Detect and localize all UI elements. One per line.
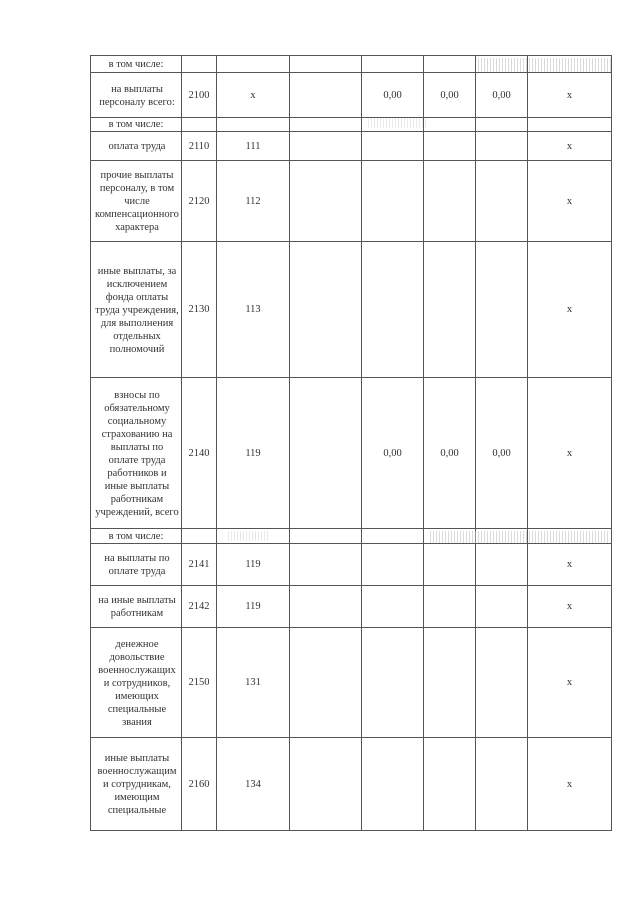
cell-value (362, 586, 424, 628)
cell-code: 2142 (182, 586, 217, 628)
cell-name: в том числе: (91, 118, 182, 132)
cell-name: на иные выплаты работникам (91, 586, 182, 628)
cell-name: в том числе: (91, 529, 182, 544)
table-row (91, 738, 612, 831)
cell-value (424, 628, 476, 738)
table-row (91, 161, 612, 242)
scan-noise (478, 58, 613, 72)
cell-value (424, 544, 476, 586)
cell-kbk: х (217, 73, 290, 118)
cell-value: х (528, 586, 612, 628)
cell-value: х (528, 544, 612, 586)
table-row (91, 132, 612, 161)
cell-value (362, 132, 424, 161)
cell-value: х (528, 738, 612, 831)
cell-kbk: 119 (217, 378, 290, 529)
table-row (91, 378, 612, 529)
cell-code: 2110 (182, 132, 217, 161)
cell-value (290, 378, 362, 529)
cell-value: х (528, 73, 612, 118)
cell-kbk: 131 (217, 628, 290, 738)
table-row (91, 586, 612, 628)
table-row (91, 544, 612, 586)
cell-name: на выплаты по оплате труда (91, 544, 182, 586)
cell-value: х (528, 242, 612, 378)
scan-noise (228, 531, 268, 541)
cell-name: на выплаты персоналу всего: (91, 73, 182, 118)
cell-value (424, 161, 476, 242)
cell-name: в том числе: (91, 56, 182, 73)
table-row-subheader (91, 118, 612, 132)
cell-code: 2130 (182, 242, 217, 378)
cell-value: х (528, 161, 612, 242)
cell-value: 0,00 (362, 73, 424, 118)
cell-value: 0,00 (424, 73, 476, 118)
table-row (91, 628, 612, 738)
cell-value (362, 242, 424, 378)
cell-value (476, 544, 528, 586)
cell-value (476, 161, 528, 242)
cell-name: иные выплаты военнослужащим и сотрудникам, имеющим специальные (91, 738, 182, 831)
cell-code: 2100 (182, 73, 217, 118)
cell-kbk: 119 (217, 586, 290, 628)
cell-value (290, 161, 362, 242)
cell-value: 0,00 (362, 378, 424, 529)
cell-name: денежное довольствие военнослужащих и сотрудников, имеющих специальные звания (91, 628, 182, 738)
scan-noise (368, 118, 428, 128)
cell-value (424, 738, 476, 831)
cell-value (290, 132, 362, 161)
cell-kbk: 119 (217, 544, 290, 586)
cell-value (362, 544, 424, 586)
cell-code: 2150 (182, 628, 217, 738)
scan-noise (430, 531, 610, 543)
cell-value (476, 242, 528, 378)
cell-value: 0,00 (476, 73, 528, 118)
cell-name: взносы по обязательному социальному страхованию на выплаты по оплате труда работников и иные выплаты работникам учреждений, всего (91, 378, 182, 529)
budget-table (90, 55, 612, 831)
cell-kbk: 112 (217, 161, 290, 242)
cell-value (476, 132, 528, 161)
cell-value (290, 242, 362, 378)
cell-value (290, 73, 362, 118)
cell-value: 0,00 (476, 378, 528, 529)
cell-value: х (528, 628, 612, 738)
cell-value: х (528, 132, 612, 161)
cell-value (476, 738, 528, 831)
cell-code: 2141 (182, 544, 217, 586)
cell-code: 2140 (182, 378, 217, 529)
cell-code: 2160 (182, 738, 217, 831)
cell-value (424, 242, 476, 378)
cell-name: иные выплаты, за исключением фонда оплаты труда учреждения, для выполнения отдельных полномочий (91, 242, 182, 378)
cell-name: оплата труда (91, 132, 182, 161)
cell-kbk: 111 (217, 132, 290, 161)
cell-value (290, 738, 362, 831)
cell-value (362, 628, 424, 738)
cell-value (424, 586, 476, 628)
cell-value: х (528, 378, 612, 529)
cell-value (290, 628, 362, 738)
cell-value (290, 586, 362, 628)
cell-kbk: 113 (217, 242, 290, 378)
cell-code: 2120 (182, 161, 217, 242)
cell-value (476, 586, 528, 628)
cell-value: 0,00 (424, 378, 476, 529)
cell-value (476, 628, 528, 738)
table-row (91, 242, 612, 378)
table-row (91, 73, 612, 118)
cell-value (362, 161, 424, 242)
cell-value (424, 132, 476, 161)
cell-name: прочие выплаты персоналу, в том числе компенсационного характера (91, 161, 182, 242)
cell-value (290, 544, 362, 586)
cell-value (362, 738, 424, 831)
cell-kbk: 134 (217, 738, 290, 831)
